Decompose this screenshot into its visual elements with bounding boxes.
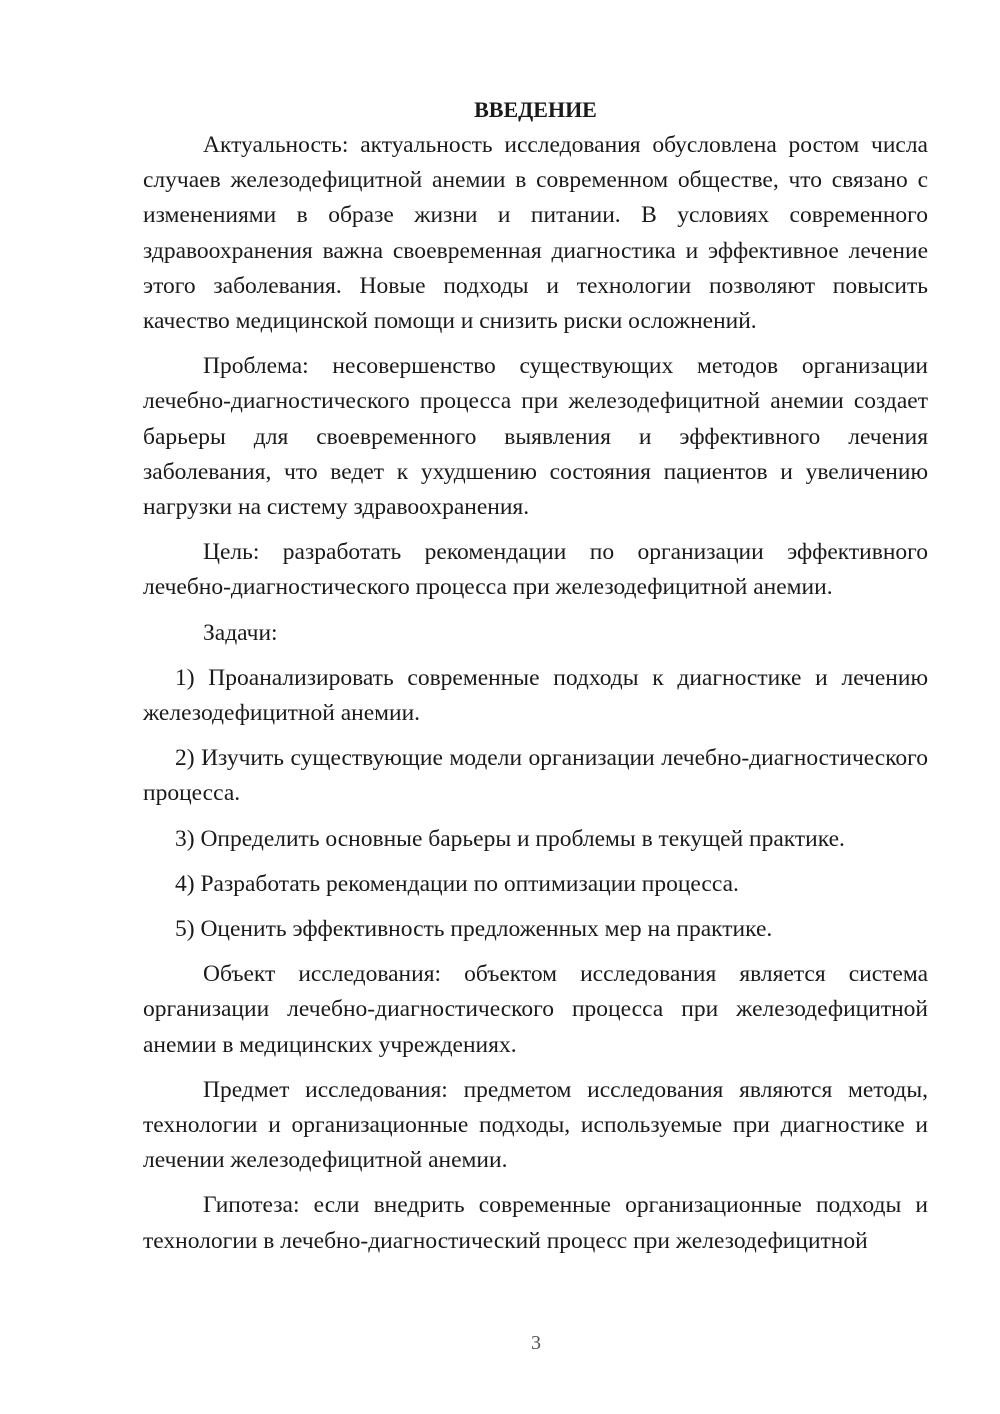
- paragraph-subject: Предмет исследования: предметом исследования являются методы, технологии и организационные подходы, используемые при диагностике и лечении железодефицитной анемии.: [143, 1076, 928, 1174]
- tasks-label: Задачи:: [203, 619, 278, 646]
- task-item-4: 4) Разработать рекомендации по оптимизации процесса.: [175, 870, 739, 897]
- paragraph-object: Объект исследования: объектом исследования является система организации лечебно-диагностического процесса при железодефицитной анемии в медицинских учреждениях.: [143, 961, 928, 1058]
- task-item-2: 2) Изучить существующие модели организации лечебно-диагностического процесса.: [143, 745, 928, 807]
- task-item-3: 3) Определить основные барьеры и проблемы в текущей практике.: [175, 825, 845, 852]
- paragraph-hypothesis: Гипотеза: если внедрить современные организационные подходы и технологии в лечебно-диагностический процесс при железодефицитной: [143, 1192, 928, 1254]
- paragraph-goal: Цель: разработать рекомендации по организации эффективного лечебно-диагностического процесса при железодефицитной анемии.: [143, 539, 928, 601]
- paragraph-relevance: Актуальность: актуальность исследования обусловлена ростом числа случаев железодефицитной анемии в современном обществе, что связано с изменениями в образе жизни и питании. В условиях современного здравоохранения важна своевременная диагностика и эффективное лечение этого заболевания. Новые подходы и технологии позволяют повысить качество медицинской помощи и снизить риски осложнений.: [143, 132, 928, 335]
- section-heading: ВВЕДЕНИЕ: [474, 97, 597, 122]
- paragraph-problem: Проблема: несовершенство существующих методов организации лечебно-диагностического процесса при железодефицитной анемии создает барьеры для своевременного выявления и эффективного лечения заболевания, что ведет к ухудшению состояния пациентов и увеличению нагрузки на систему здравоохранения.: [143, 353, 928, 521]
- page-number: 3: [531, 1332, 541, 1354]
- task-item-1: 1) Проанализировать современные подходы к диагностике и лечению железодефицитной анемии.: [143, 664, 928, 727]
- task-item-5: 5) Оценить эффективность предложенных мер на практике.: [175, 916, 773, 943]
- page-content: [143, 92, 928, 1259]
